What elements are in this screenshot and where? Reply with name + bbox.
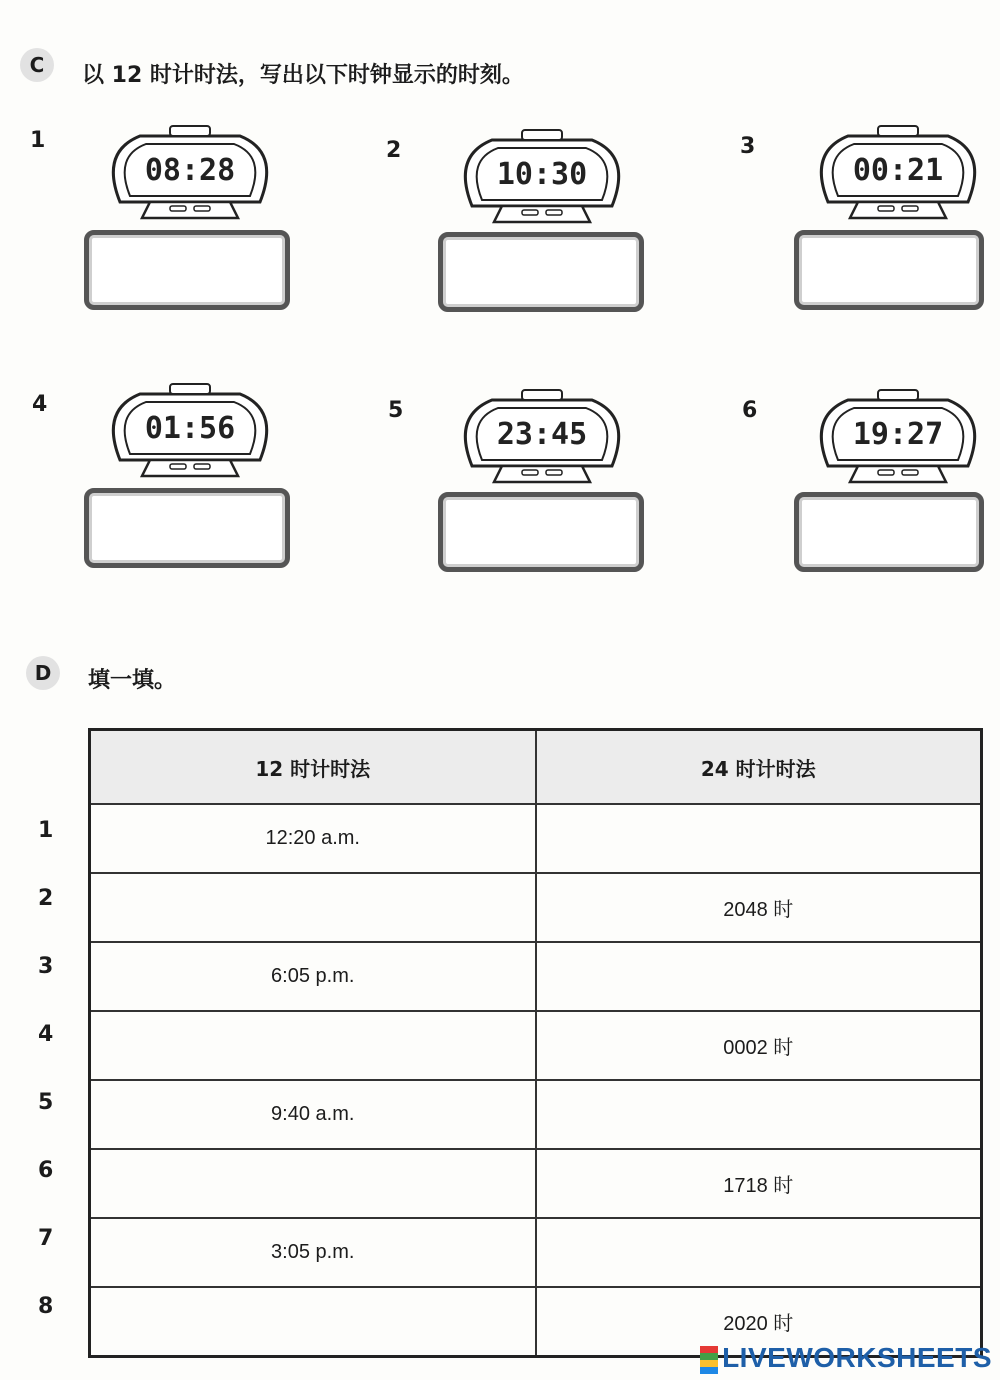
cell-12h: 3:05 p.m. (90, 1218, 536, 1287)
cell-24h-input[interactable] (536, 1218, 982, 1287)
cell-24h: 2020 时 (536, 1287, 982, 1357)
digital-clock-icon (452, 386, 632, 496)
question-number: 6 (742, 398, 758, 423)
watermark-text: LIVEWORKSHEETS (722, 1342, 992, 1373)
answer-input[interactable] (112, 895, 513, 920)
cell-24h: 1718 时 (536, 1149, 982, 1218)
header-12-hour: 12 时计时法 (90, 730, 536, 805)
cell-12h: 9:40 a.m. (90, 1080, 536, 1149)
answer-box-2[interactable] (438, 232, 644, 312)
answer-input[interactable] (112, 1033, 513, 1058)
liveworksheets-icon (700, 1346, 718, 1374)
table-row (90, 1218, 982, 1287)
answer-box-3[interactable] (794, 230, 984, 310)
cell-24h-input[interactable] (536, 942, 982, 1011)
answer-input[interactable] (799, 497, 979, 567)
digital-clock-icon (808, 122, 988, 232)
digital-clock-icon (808, 386, 988, 496)
answer-input[interactable] (558, 1102, 959, 1127)
row-number: 3 (38, 954, 54, 979)
question-number: 3 (740, 134, 756, 159)
question-number: 5 (388, 398, 404, 423)
row-number: 1 (38, 818, 54, 843)
section-d-badge: D (26, 656, 60, 690)
clock-time-display: 08:28 (144, 153, 236, 188)
digital-clock-icon (452, 126, 632, 236)
table-row (90, 1011, 982, 1080)
table-row (90, 942, 982, 1011)
cell-12h-input[interactable] (90, 1287, 536, 1357)
digital-clock-icon (100, 122, 280, 232)
question-number: 4 (32, 392, 48, 417)
answer-input[interactable] (558, 1240, 959, 1265)
clock-time-display: 01:56 (144, 411, 236, 446)
cell-24h: 2048 时 (536, 873, 982, 942)
clock-time-display: 10:30 (496, 157, 588, 192)
answer-input[interactable] (443, 237, 639, 307)
answer-input[interactable] (799, 235, 979, 305)
row-number: 4 (38, 1022, 54, 1047)
answer-box-5[interactable] (438, 492, 644, 572)
question-number: 1 (30, 128, 46, 153)
answer-input[interactable] (89, 235, 285, 305)
clock-time-display: 19:27 (852, 417, 944, 452)
table-header-row (90, 730, 982, 805)
header-24-hour: 24 时计时法 (536, 730, 982, 805)
answer-box-4[interactable] (84, 488, 290, 568)
answer-box-1[interactable] (84, 230, 290, 310)
digital-clock-icon (100, 380, 280, 490)
cell-12h-input[interactable] (90, 873, 536, 942)
answer-input[interactable] (112, 1309, 513, 1334)
answer-input[interactable] (443, 497, 639, 567)
cell-12h: 12:20 a.m. (90, 804, 536, 873)
section-d-instruction: 填一填。 (88, 668, 177, 693)
row-number: 6 (38, 1158, 54, 1183)
cell-12h-input[interactable] (90, 1149, 536, 1218)
answer-input[interactable] (558, 826, 959, 851)
table-row (90, 804, 982, 873)
question-number: 2 (386, 138, 402, 163)
answer-input[interactable] (558, 964, 959, 989)
row-number: 7 (38, 1226, 54, 1251)
cell-12h: 6:05 p.m. (90, 942, 536, 1011)
cell-24h-input[interactable] (536, 1080, 982, 1149)
time-conversion-table (88, 728, 983, 1358)
row-number: 2 (38, 886, 54, 911)
cell-24h: 0002 时 (536, 1011, 982, 1080)
answer-input[interactable] (89, 493, 285, 563)
table-row (90, 1149, 982, 1218)
answer-box-6[interactable] (794, 492, 984, 572)
table-row (90, 873, 982, 942)
liveworksheets-logo (700, 1342, 992, 1374)
cell-24h-input[interactable] (536, 804, 982, 873)
section-c-instruction: 以 12 时计时法，写出以下时钟显示的时刻。 (82, 63, 524, 88)
clock-time-display: 23:45 (496, 417, 588, 452)
clock-time-display: 00:21 (852, 153, 944, 188)
answer-input[interactable] (112, 1171, 513, 1196)
cell-12h-input[interactable] (90, 1011, 536, 1080)
row-number: 8 (38, 1294, 54, 1319)
table-row (90, 1080, 982, 1149)
row-number: 5 (38, 1090, 54, 1115)
section-c-badge: C (20, 48, 54, 82)
